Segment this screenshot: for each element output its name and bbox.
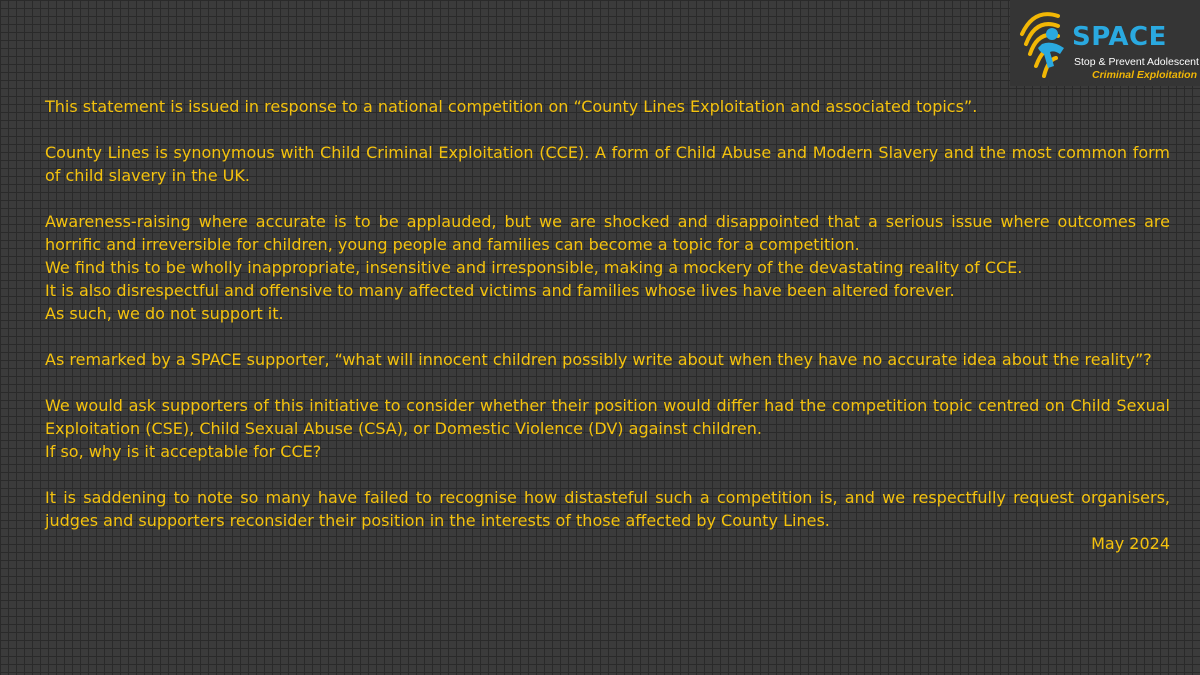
paragraph-awareness: Awareness-raising where accurate is to be applauded, but we are shocked and disappointed that a serious issue where outcomes are horrific and irreversible for children, young people and families can become a topic for a competition. [45,212,1170,254]
space-logo [1010,0,1200,86]
paragraph-closing: It is saddening to note so many have failed to recognise how distasteful such a competition is, and we respectfully request organisers, judges and supporters reconsider their position in the interests of those affected by County Lines. [45,488,1170,530]
paragraph-supporter-quote: As remarked by a SPACE supporter, “what will innocent children possibly write about when they have no accurate idea about the reality”? [45,350,1152,369]
paragraph-definition: County Lines is synonymous with Child Criminal Exploitation (CCE). A form of Child Abuse and Modern Slavery and the most common form of child slavery in the UK. [45,143,1170,185]
logo-title: SPACE [1072,22,1167,52]
paragraph-question: If so, why is it acceptable for CCE? [45,442,322,461]
statement-date: May 2024 [1091,534,1170,553]
paragraph-disrespectful: It is also disrespectful and offensive to many affected victims and families whose lives have been altered forever. [45,281,955,300]
logo-subtitle-line1: Stop & Prevent Adolescent [1074,56,1199,68]
fingerprint-figure-icon [1014,4,1074,82]
paragraph-no-support: As such, we do not support it. [45,304,284,323]
paragraph-intro: This statement is issued in response to a national competition on “County Lines Exploitation and associated topics”. [45,97,978,116]
paragraph-inappropriate: We find this to be wholly inappropriate, insensitive and irresponsible, making a mockery of the devastating reality of CCE. [45,258,1023,277]
statement-body [45,95,1170,555]
logo-subtitle-line2: Criminal Exploitation [1092,69,1198,81]
paragraph-ask-supporters: We would ask supporters of this initiative to consider whether their position would differ had the competition topic centred on Child Sexual Exploitation (CSE), Child Sexual Abuse (CSA), or Domestic Violence (DV) against children. [45,396,1170,438]
